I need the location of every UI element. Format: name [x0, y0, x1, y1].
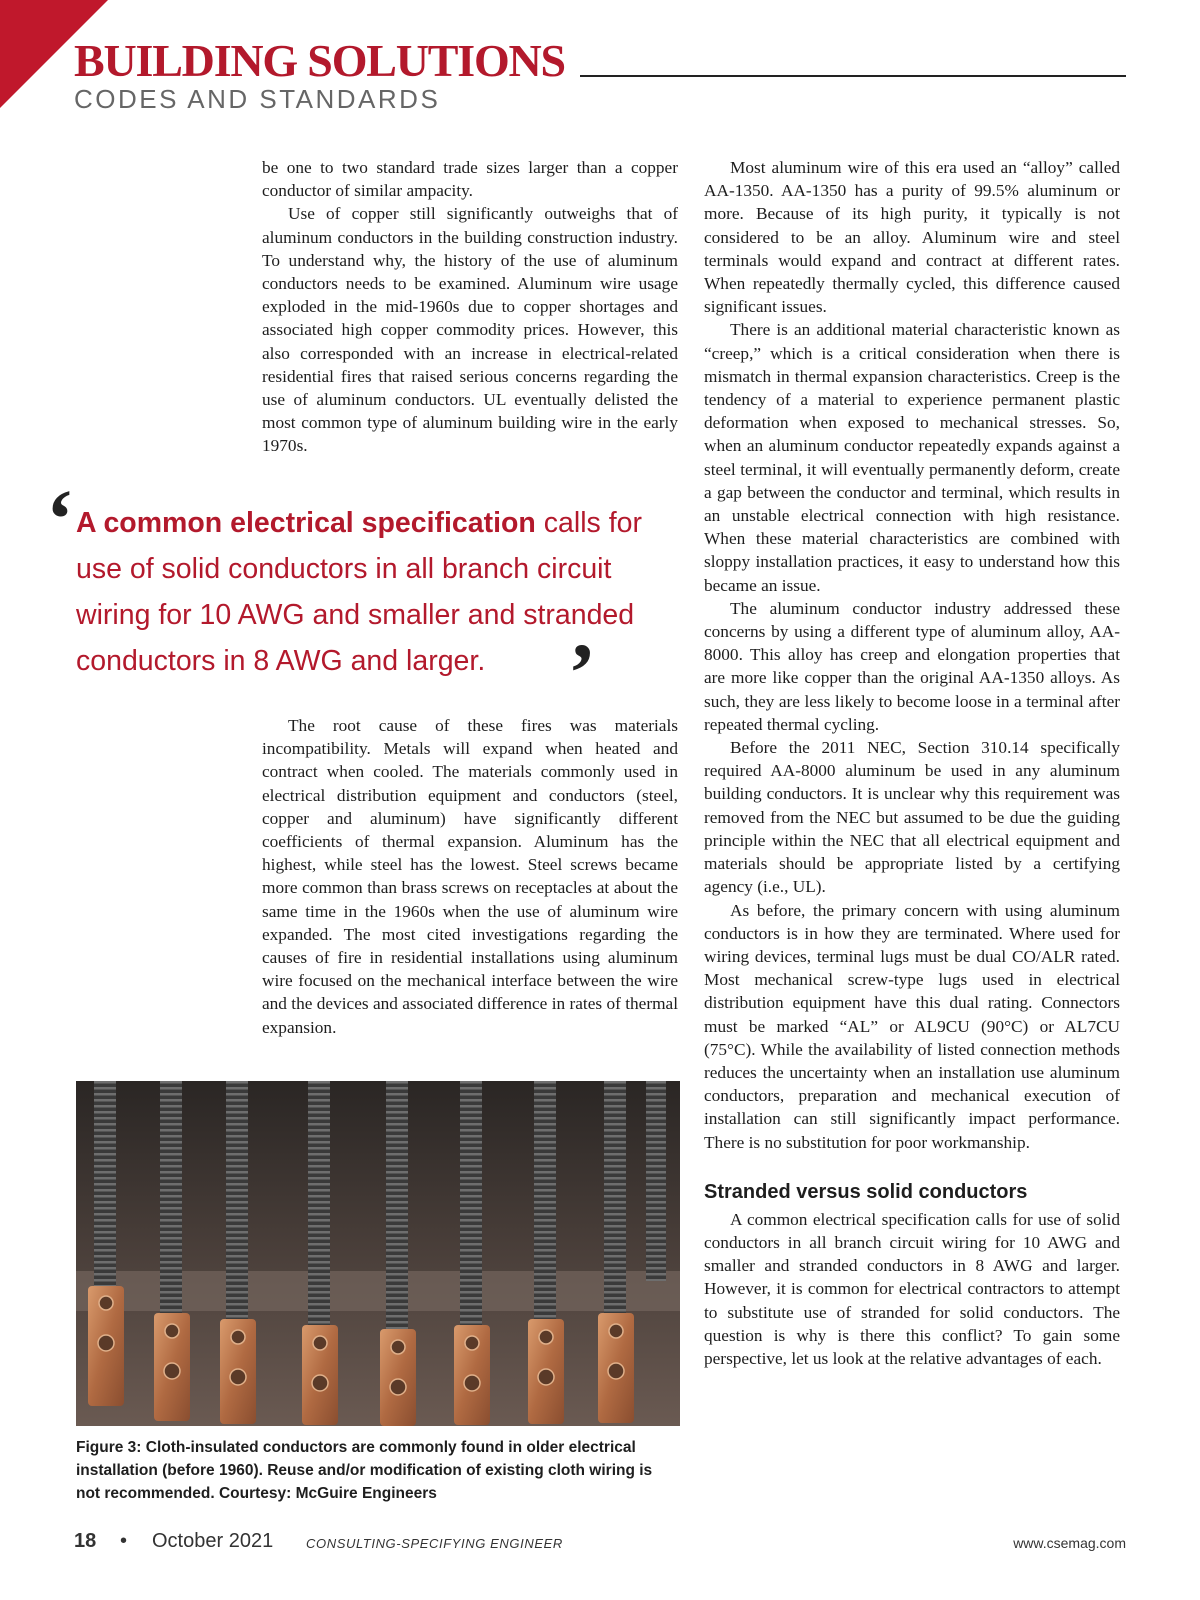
section-subtitle: CODES AND STANDARDS — [74, 84, 441, 114]
issue-date: October 2021 — [152, 1530, 274, 1552]
figure-photo — [76, 1081, 680, 1426]
conductors-photo-illustration — [76, 1081, 680, 1426]
website-url: www.csemag.com — [1013, 1535, 1126, 1551]
column-1-top — [262, 156, 678, 458]
pull-quote-emphasis: A common electrical specification — [76, 507, 536, 539]
paragraph: A common electrical specification calls for use of solid conductors in all branch circuit wiring for 10 AWG and smaller and stranded conductors in 8 AWG and larger. However, it is common for electrical contractors to attempt to substitute use of stranded for solid conductors. The question is why is there this conflict? To gain some perspective, let us look at the relative advantages of each. — [704, 1209, 1120, 1368]
pull-quote-text: calls for use of solid conductors in all branch circuit wiring for 10 AWG and smaller and stranded conductors in 8 AWG and larger. — [76, 507, 642, 677]
paragraph: Before the 2011 NEC, Section 310.14 specifically required AA-8000 aluminum be used in any aluminum building conductors. It is unclear why this requirement was removed from the NEC but assumed to be due the guiding principle within the NEC that all electrical equipment and materials should be appropriate listed by a certifying agency (i.e., UL). — [704, 738, 1120, 897]
page-number: 18 — [74, 1530, 97, 1552]
figure-caption: Figure 3: Cloth-insulated conductors are commonly found in older electrical installation (before 1960). Reuse and/or modification of existing cloth wiring is not recommended. Courtesy: McGuire Engineers — [76, 1439, 653, 1502]
column-2 — [704, 156, 1120, 1370]
section-heading: Stranded versus solid conductors — [704, 1180, 1028, 1203]
close-quote-mark: ’ — [568, 627, 596, 720]
paragraph: As before, the primary concern with using aluminum conductors is in how they are terminated. Where used for wiring devices, terminal lugs must be dual CO/ALR rated. Most mechanical screw-type lugs used in electrical distribution equipment have this dual rating. Connectors must be marked “AL” or AL9CU (90°C) or AL7CU (75°C). While the availability of listed connection methods reduces the uncertainty when an installation use aluminum conductors, preparation and mechanical execution of installation can still significantly impact performance. There is no substitution for poor workmanship. — [704, 900, 1120, 1152]
paragraph: be one to two standard trade sizes larger than a copper conductor of similar ampacity. — [262, 158, 678, 201]
paragraph: The root cause of these fires was materials incompatibility. Metals will expand when heated and contract when cooled. The materials commonly used in electrical distribution equipment and conductors (steel, copper and aluminum) have significantly different coefficients of thermal expansion. Aluminum has the highest, while steel has the lowest. Steel screws became more common than brass screws on receptacles at about the same time in the 1960s when the use of aluminum wire expanded. The most cited investigations regarding the causes of fire in residential installations using aluminum wire focused on the mechanical interface between the wire and the devices and associated difference in rates of thermal expansion. — [262, 716, 678, 1037]
page-footer — [74, 1530, 1126, 1558]
paragraph: The aluminum conductor industry addressed these concerns by using a different type of aluminum alloy, AA-8000. This alloy has creep and elongation properties that are more like copper than the original AA-1350 alloys. As such, they are less likely to become loose in a terminal after repeated thermal cycling. — [704, 598, 1120, 734]
magazine-name: CONSULTING-SPECIFYING ENGINEER — [306, 1536, 563, 1551]
column-1-bottom — [262, 714, 678, 1039]
section-title: BUILDING SOLUTIONS — [74, 35, 565, 86]
paragraph: There is an additional material characteristic known as “creep,” which is a critical consideration when there is mismatch in thermal expansion characteristics. Creep is the tendency of a material to experience permanent plastic deformation when exposed to mechanical stresses. So, when an aluminum conductor repeatedly expands against a steel terminal, it will eventually permanently deform, create a gap between the conductor and terminal, which results in an unstable electrical connection with high resistance. When these material characteristics are combined with sloppy installation practices, it easy to understand how this became an issue. — [704, 320, 1120, 595]
footer-bullet: • — [120, 1530, 128, 1552]
open-quote-mark: ‘ — [46, 473, 74, 566]
header-rule — [580, 75, 1126, 77]
paragraph: Most aluminum wire of this era used an “alloy” called AA-1350. AA-1350 has a purity of 99.5% aluminum or more. Because of its high purity, it typically is not considered to be an alloy. Aluminum wire and steel terminals would expand and contract at different rates. When repeatedly thermally cycled, this difference caused significant issues. — [704, 158, 1120, 317]
paragraph: Use of copper still significantly outweighs that of aluminum conductors in the building construction industry. To understand why, the history of the use of aluminum conductors needs to be examined. Aluminum wire usage exploded in the mid-1960s due to copper shortages and associated high copper commodity prices. However, this also corresponded with an increase in electrical-related residential fires that raised serious concerns regarding the use of aluminum conductors. UL eventually delisted the most common type of aluminum building wire in the early 1970s. — [262, 204, 678, 456]
